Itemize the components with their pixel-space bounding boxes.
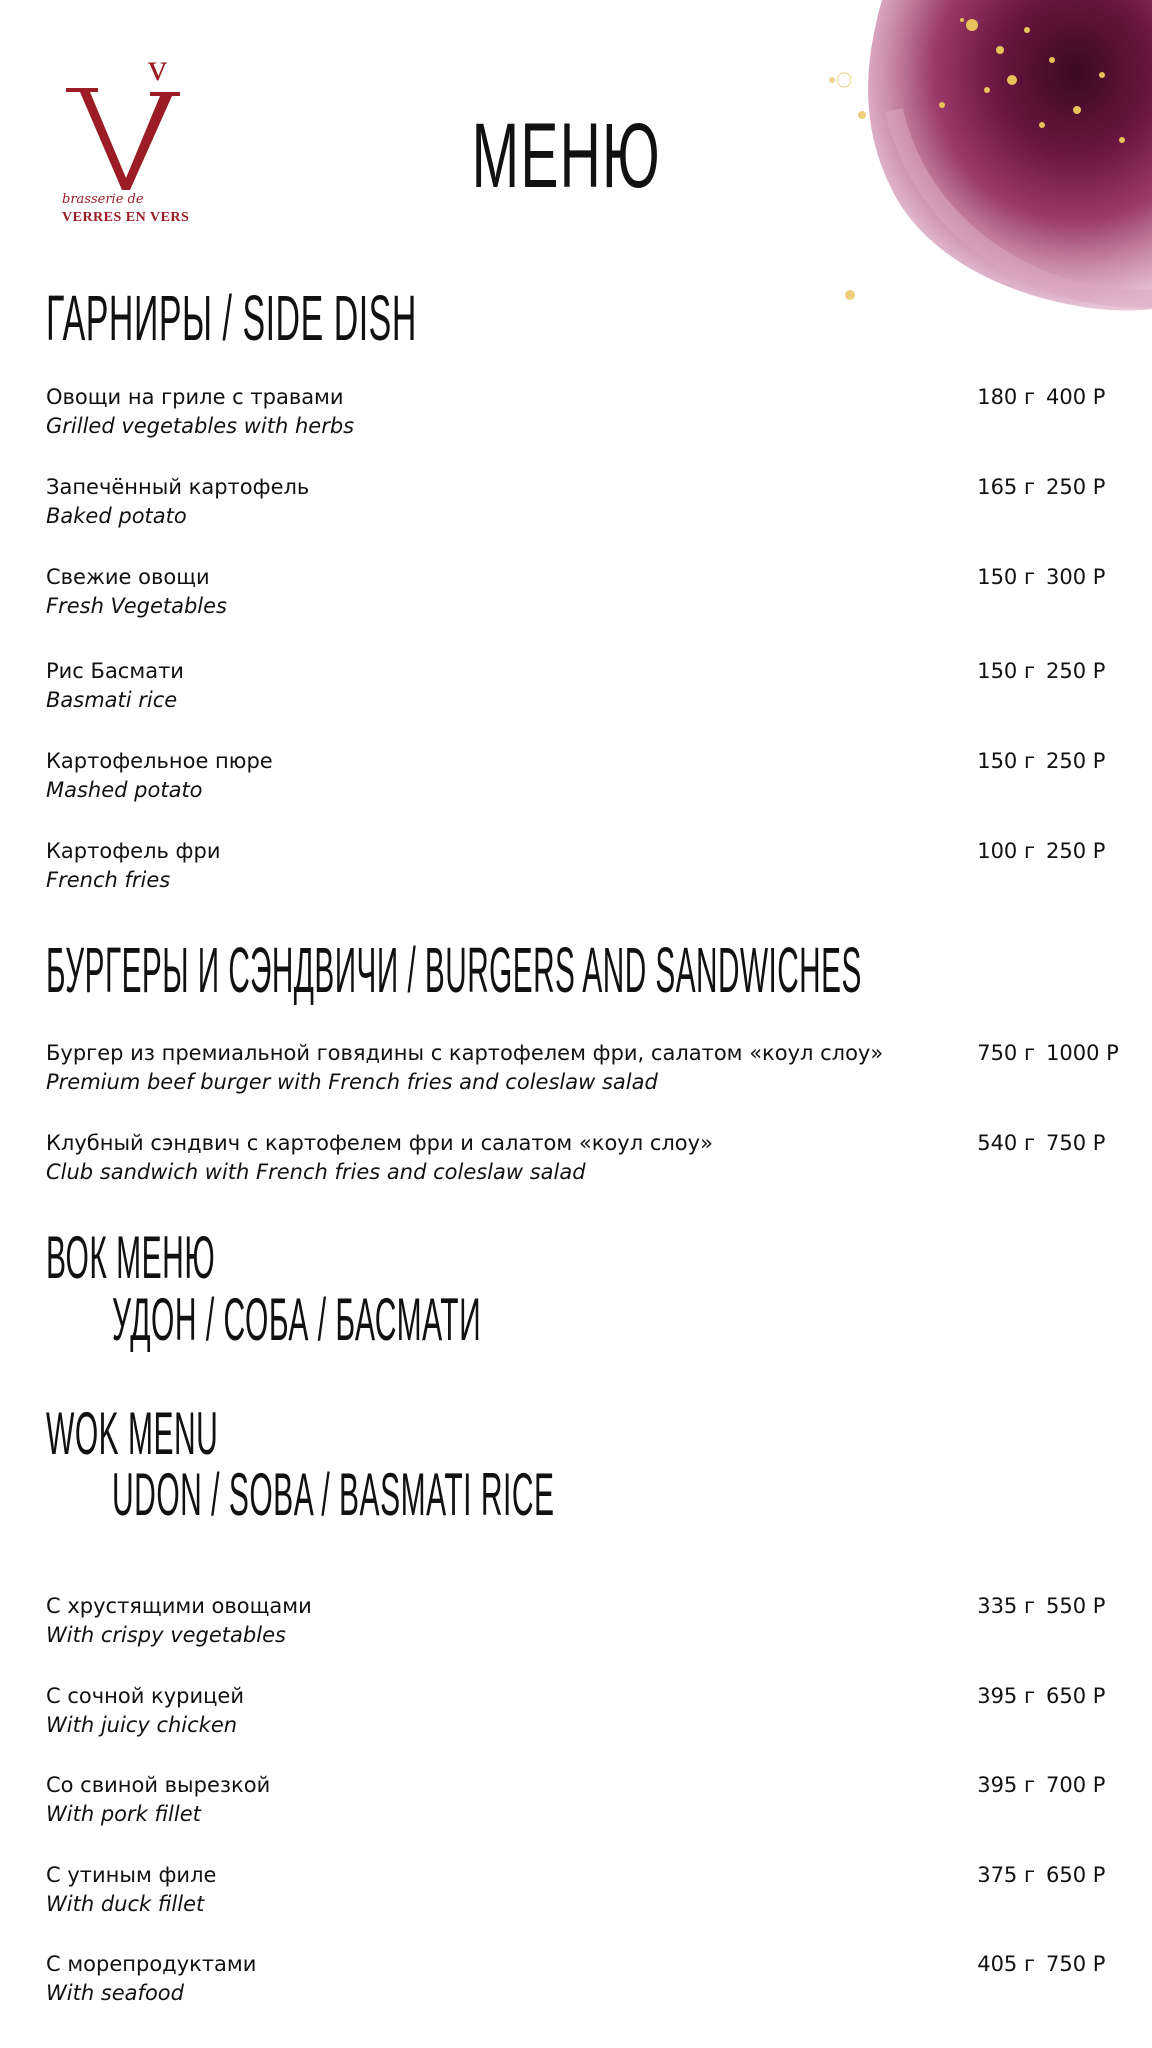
logo-v-mark [60, 40, 200, 190]
item-weight: 165 г [977, 475, 1035, 499]
page-title: МЕНЮ [471, 105, 661, 207]
item-name-ru: Со свиной вырезкой [46, 1773, 271, 1797]
item-price: 650 Р [1046, 1684, 1106, 1708]
section-subheading-wok-ru: УДОН / СОБА / БАСМАТИ [112, 1286, 482, 1353]
section-heading-burgers: БУРГЕРЫ И СЭНДВИЧИ / BURGERS AND SANDWICHES [46, 934, 862, 1006]
item-name-en: Grilled vegetables with herbs [46, 414, 355, 438]
item-name-ru: Свежие овощи [46, 565, 210, 589]
item-name-en: With juicy chicken [46, 1713, 238, 1737]
item-price: 550 Р [1046, 1594, 1106, 1618]
item-price: 750 Р [1046, 1131, 1106, 1155]
item-price: 250 Р [1046, 659, 1106, 683]
item-name-ru: С морепродуктами [46, 1952, 257, 1976]
item-name-ru: Запечённый картофель [46, 475, 310, 499]
menu-item [46, 1861, 1106, 1923]
menu-item [46, 383, 1106, 445]
item-weight: 150 г [977, 565, 1035, 589]
item-weight: 540 г [977, 1131, 1035, 1155]
section-subheading-wok-en: UDON / SOBA / BASMATI RICE [112, 1461, 555, 1528]
menu-item [46, 1592, 1106, 1654]
item-name-ru: Картофельное пюре [46, 749, 273, 773]
item-name-ru: Рис Басмати [46, 659, 184, 683]
item-name-en: French fries [46, 868, 171, 892]
menu-item [46, 837, 1106, 899]
item-weight: 150 г [977, 749, 1035, 773]
item-name-en: With pork fillet [46, 1802, 201, 1826]
item-name-en: Fresh Vegetables [46, 594, 227, 618]
item-price: 250 Р [1046, 475, 1106, 499]
item-name-en: Basmati rice [46, 688, 178, 712]
item-name-en: With duck fillet [46, 1892, 205, 1916]
svg-text:v: v [148, 47, 167, 89]
item-price: 300 Р [1046, 565, 1106, 589]
menu-item [46, 1771, 1106, 1833]
item-name-en: Baked potato [46, 504, 187, 528]
item-name-ru: С утиным филе [46, 1863, 217, 1887]
item-name-en: With seafood [46, 1981, 184, 2005]
item-weight: 335 г [977, 1594, 1035, 1618]
item-name-ru: Картофель фри [46, 839, 221, 863]
item-weight: 375 г [977, 1863, 1035, 1887]
menu-item [46, 563, 1106, 625]
item-price: 700 Р [1046, 1773, 1106, 1797]
item-price: 250 Р [1046, 749, 1106, 773]
item-price: 650 Р [1046, 1863, 1106, 1887]
menu-item [46, 1129, 1106, 1191]
menu-item [46, 657, 1106, 719]
logo-subtitle-line1: brasserie de [62, 192, 144, 207]
item-name-ru: С сочной курицей [46, 1684, 244, 1708]
item-weight: 395 г [977, 1684, 1035, 1708]
menu-item [46, 1682, 1106, 1744]
item-name-en: Premium beef burger with French fries and coleslaw salad [46, 1070, 658, 1094]
menu-item [46, 1950, 1106, 2012]
item-price: 250 Р [1046, 839, 1106, 863]
item-name-ru: Клубный сэндвич с картофелем фри и салатом «коул слоу» [46, 1131, 713, 1155]
logo-subtitle-line2: VERRES EN VERS [62, 210, 190, 225]
menu-item [46, 747, 1106, 809]
item-weight: 750 г [977, 1041, 1035, 1065]
item-name-ru: Бургер из премиальной говядины с картофелем фри, салатом «коул слоу» [46, 1041, 884, 1065]
section-heading-side-dish: ГАРНИРЫ / SIDE DISH [46, 282, 417, 354]
item-weight: 100 г [977, 839, 1035, 863]
menu-item [46, 473, 1106, 535]
item-price: 750 Р [1046, 1952, 1106, 1976]
item-name-ru: Овощи на гриле с травами [46, 385, 344, 409]
section-heading-wok-ru: ВОК МЕНЮ [46, 1224, 216, 1291]
item-price: 400 Р [1046, 385, 1106, 409]
item-weight: 395 г [977, 1773, 1035, 1797]
item-name-ru: С хрустящими овощами [46, 1594, 312, 1618]
menu-item [46, 1039, 1119, 1101]
item-weight: 150 г [977, 659, 1035, 683]
item-name-en: With crispy vegetables [46, 1623, 286, 1647]
item-name-en: Club sandwich with French fries and coleslaw salad [46, 1160, 586, 1184]
item-weight: 405 г [977, 1952, 1035, 1976]
section-heading-wok-en: WOK MENU [46, 1400, 219, 1467]
item-name-en: Mashed potato [46, 778, 203, 802]
item-weight: 180 г [977, 385, 1035, 409]
brand-logo [60, 40, 200, 230]
item-price: 1000 Р [1046, 1041, 1119, 1065]
